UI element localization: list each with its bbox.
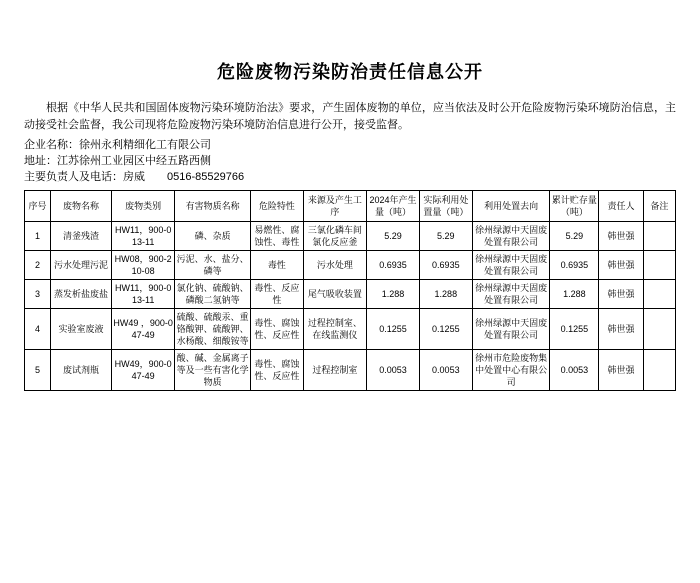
cell-category: HW49，900-047-49 — [112, 350, 175, 391]
col-header-generated: 2024年产生量（吨） — [367, 191, 420, 222]
cell-disposed: 0.1255 — [419, 309, 472, 350]
cell-no: 3 — [25, 280, 51, 309]
col-header-source: 来源及产生工序 — [303, 191, 366, 222]
cell-category: HW49 ，900-047-49 — [112, 309, 175, 350]
contact-phone: 0516-85529766 — [167, 171, 245, 183]
table-row — [25, 309, 676, 350]
table-header-row — [25, 191, 676, 222]
cell-remark — [643, 309, 675, 350]
company-value: 徐州永利精细化工有限公司 — [79, 139, 211, 151]
cell-source: 过程控制室、在线监测仪 — [303, 309, 366, 350]
hazardous-waste-table — [24, 190, 676, 391]
cell-stored: 1.288 — [550, 280, 599, 309]
col-header-name: 废物名称 — [50, 191, 111, 222]
contact-label: 主要负责人及电话： — [24, 171, 123, 183]
cell-hazard: 毒性 — [250, 251, 303, 280]
cell-remark — [643, 350, 675, 391]
company-label: 企业名称： — [24, 139, 79, 151]
address-line — [24, 153, 676, 169]
cell-category: HW11，900-013-11 — [112, 222, 175, 251]
cell-hazard: 毒性、腐蚀性、反应性 — [250, 309, 303, 350]
cell-hazard: 易燃性、腐蚀性、毒性 — [250, 222, 303, 251]
cell-no: 2 — [25, 251, 51, 280]
cell-harmful: 酸、碱、金属离子等及一些有害化学物质 — [175, 350, 251, 391]
cell-name: 污水处理污泥 — [50, 251, 111, 280]
cell-person: 韩世强 — [599, 309, 644, 350]
cell-disposed: 5.29 — [419, 222, 472, 251]
col-header-destination: 利用处置去向 — [472, 191, 550, 222]
cell-harmful: 硫酸、硫酸汞、重铬酸钾、硫酸钾、水杨酸、细酸铵等 — [175, 309, 251, 350]
col-header-hazard: 危险特性 — [250, 191, 303, 222]
cell-remark — [643, 251, 675, 280]
cell-stored: 5.29 — [550, 222, 599, 251]
cell-category: HW08，900-210-08 — [112, 251, 175, 280]
cell-source: 三氯化磷车间氯化反应釜 — [303, 222, 366, 251]
cell-destination: 徐州绿源中天固废处置有限公司 — [472, 280, 550, 309]
cell-no: 1 — [25, 222, 51, 251]
col-header-harmful: 有害物质名称 — [175, 191, 251, 222]
cell-source: 尾气吸收装置 — [303, 280, 366, 309]
contact-line — [24, 169, 676, 185]
cell-stored: 0.1255 — [550, 309, 599, 350]
cell-generated: 0.1255 — [367, 309, 420, 350]
address-value: 江苏徐州工业园区中经五路西侧 — [57, 155, 211, 167]
cell-person: 韩世强 — [599, 280, 644, 309]
cell-source: 污水处理 — [303, 251, 366, 280]
cell-destination: 徐州绿源中天固废处置有限公司 — [472, 222, 550, 251]
cell-category: HW11，900-013-11 — [112, 280, 175, 309]
cell-harmful: 污泥、水、盐分、磷等 — [175, 251, 251, 280]
cell-disposed: 1.288 — [419, 280, 472, 309]
page-title: 危险废物污染防治责任信息公开 — [217, 62, 483, 82]
cell-name: 蒸发析盐废盐 — [50, 280, 111, 309]
table-row — [25, 350, 676, 391]
cell-remark — [643, 280, 675, 309]
col-header-person: 责任人 — [599, 191, 644, 222]
intro-paragraph: 根据《中华人民共和国固体废物污染环境防治法》要求，产生固体废物的单位，应当依法及时公开危险废物污染环境防治信息，主动接受社会监督，我公司现将危险废物污染环境防治信息进行公开，接受监督。 — [24, 102, 676, 131]
document-page — [0, 58, 700, 583]
cell-person: 韩世强 — [599, 251, 644, 280]
cell-generated: 5.29 — [367, 222, 420, 251]
col-header-no: 序号 — [25, 191, 51, 222]
table-row — [25, 280, 676, 309]
col-header-remark: 备注 — [643, 191, 675, 222]
cell-generated: 0.0053 — [367, 350, 420, 391]
cell-destination: 徐州市危险废物集中处置中心有限公司 — [472, 350, 550, 391]
cell-destination: 徐州绿源中天固废处置有限公司 — [472, 251, 550, 280]
cell-person: 韩世强 — [599, 350, 644, 391]
cell-generated: 1.288 — [367, 280, 420, 309]
company-line — [24, 137, 676, 153]
cell-disposed: 0.6935 — [419, 251, 472, 280]
table-row — [25, 251, 676, 280]
cell-name: 实验室废液 — [50, 309, 111, 350]
address-label: 地址： — [24, 155, 57, 167]
cell-source: 过程控制室 — [303, 350, 366, 391]
col-header-category: 废物类别 — [112, 191, 175, 222]
cell-no: 5 — [25, 350, 51, 391]
cell-harmful: 氯化钠、硫酸钠、磷酸二氢钠等 — [175, 280, 251, 309]
cell-destination: 徐州绿源中天固废处置有限公司 — [472, 309, 550, 350]
cell-stored: 0.6935 — [550, 251, 599, 280]
cell-harmful: 磷、杂质 — [175, 222, 251, 251]
cell-disposed: 0.0053 — [419, 350, 472, 391]
cell-no: 4 — [25, 309, 51, 350]
col-header-stored: 累计贮存量（吨） — [550, 191, 599, 222]
table-body — [25, 222, 676, 391]
col-header-disposed: 实际利用处置量（吨） — [419, 191, 472, 222]
cell-name: 清釜残渣 — [50, 222, 111, 251]
cell-hazard: 毒性、反应性 — [250, 280, 303, 309]
cell-remark — [643, 222, 675, 251]
cell-generated: 0.6935 — [367, 251, 420, 280]
cell-hazard: 毒性、腐蚀性、反应性 — [250, 350, 303, 391]
cell-name: 废试剂瓶 — [50, 350, 111, 391]
cell-stored: 0.0053 — [550, 350, 599, 391]
table-row — [25, 222, 676, 251]
contact-value: 房威 — [123, 171, 145, 183]
cell-person: 韩世强 — [599, 222, 644, 251]
